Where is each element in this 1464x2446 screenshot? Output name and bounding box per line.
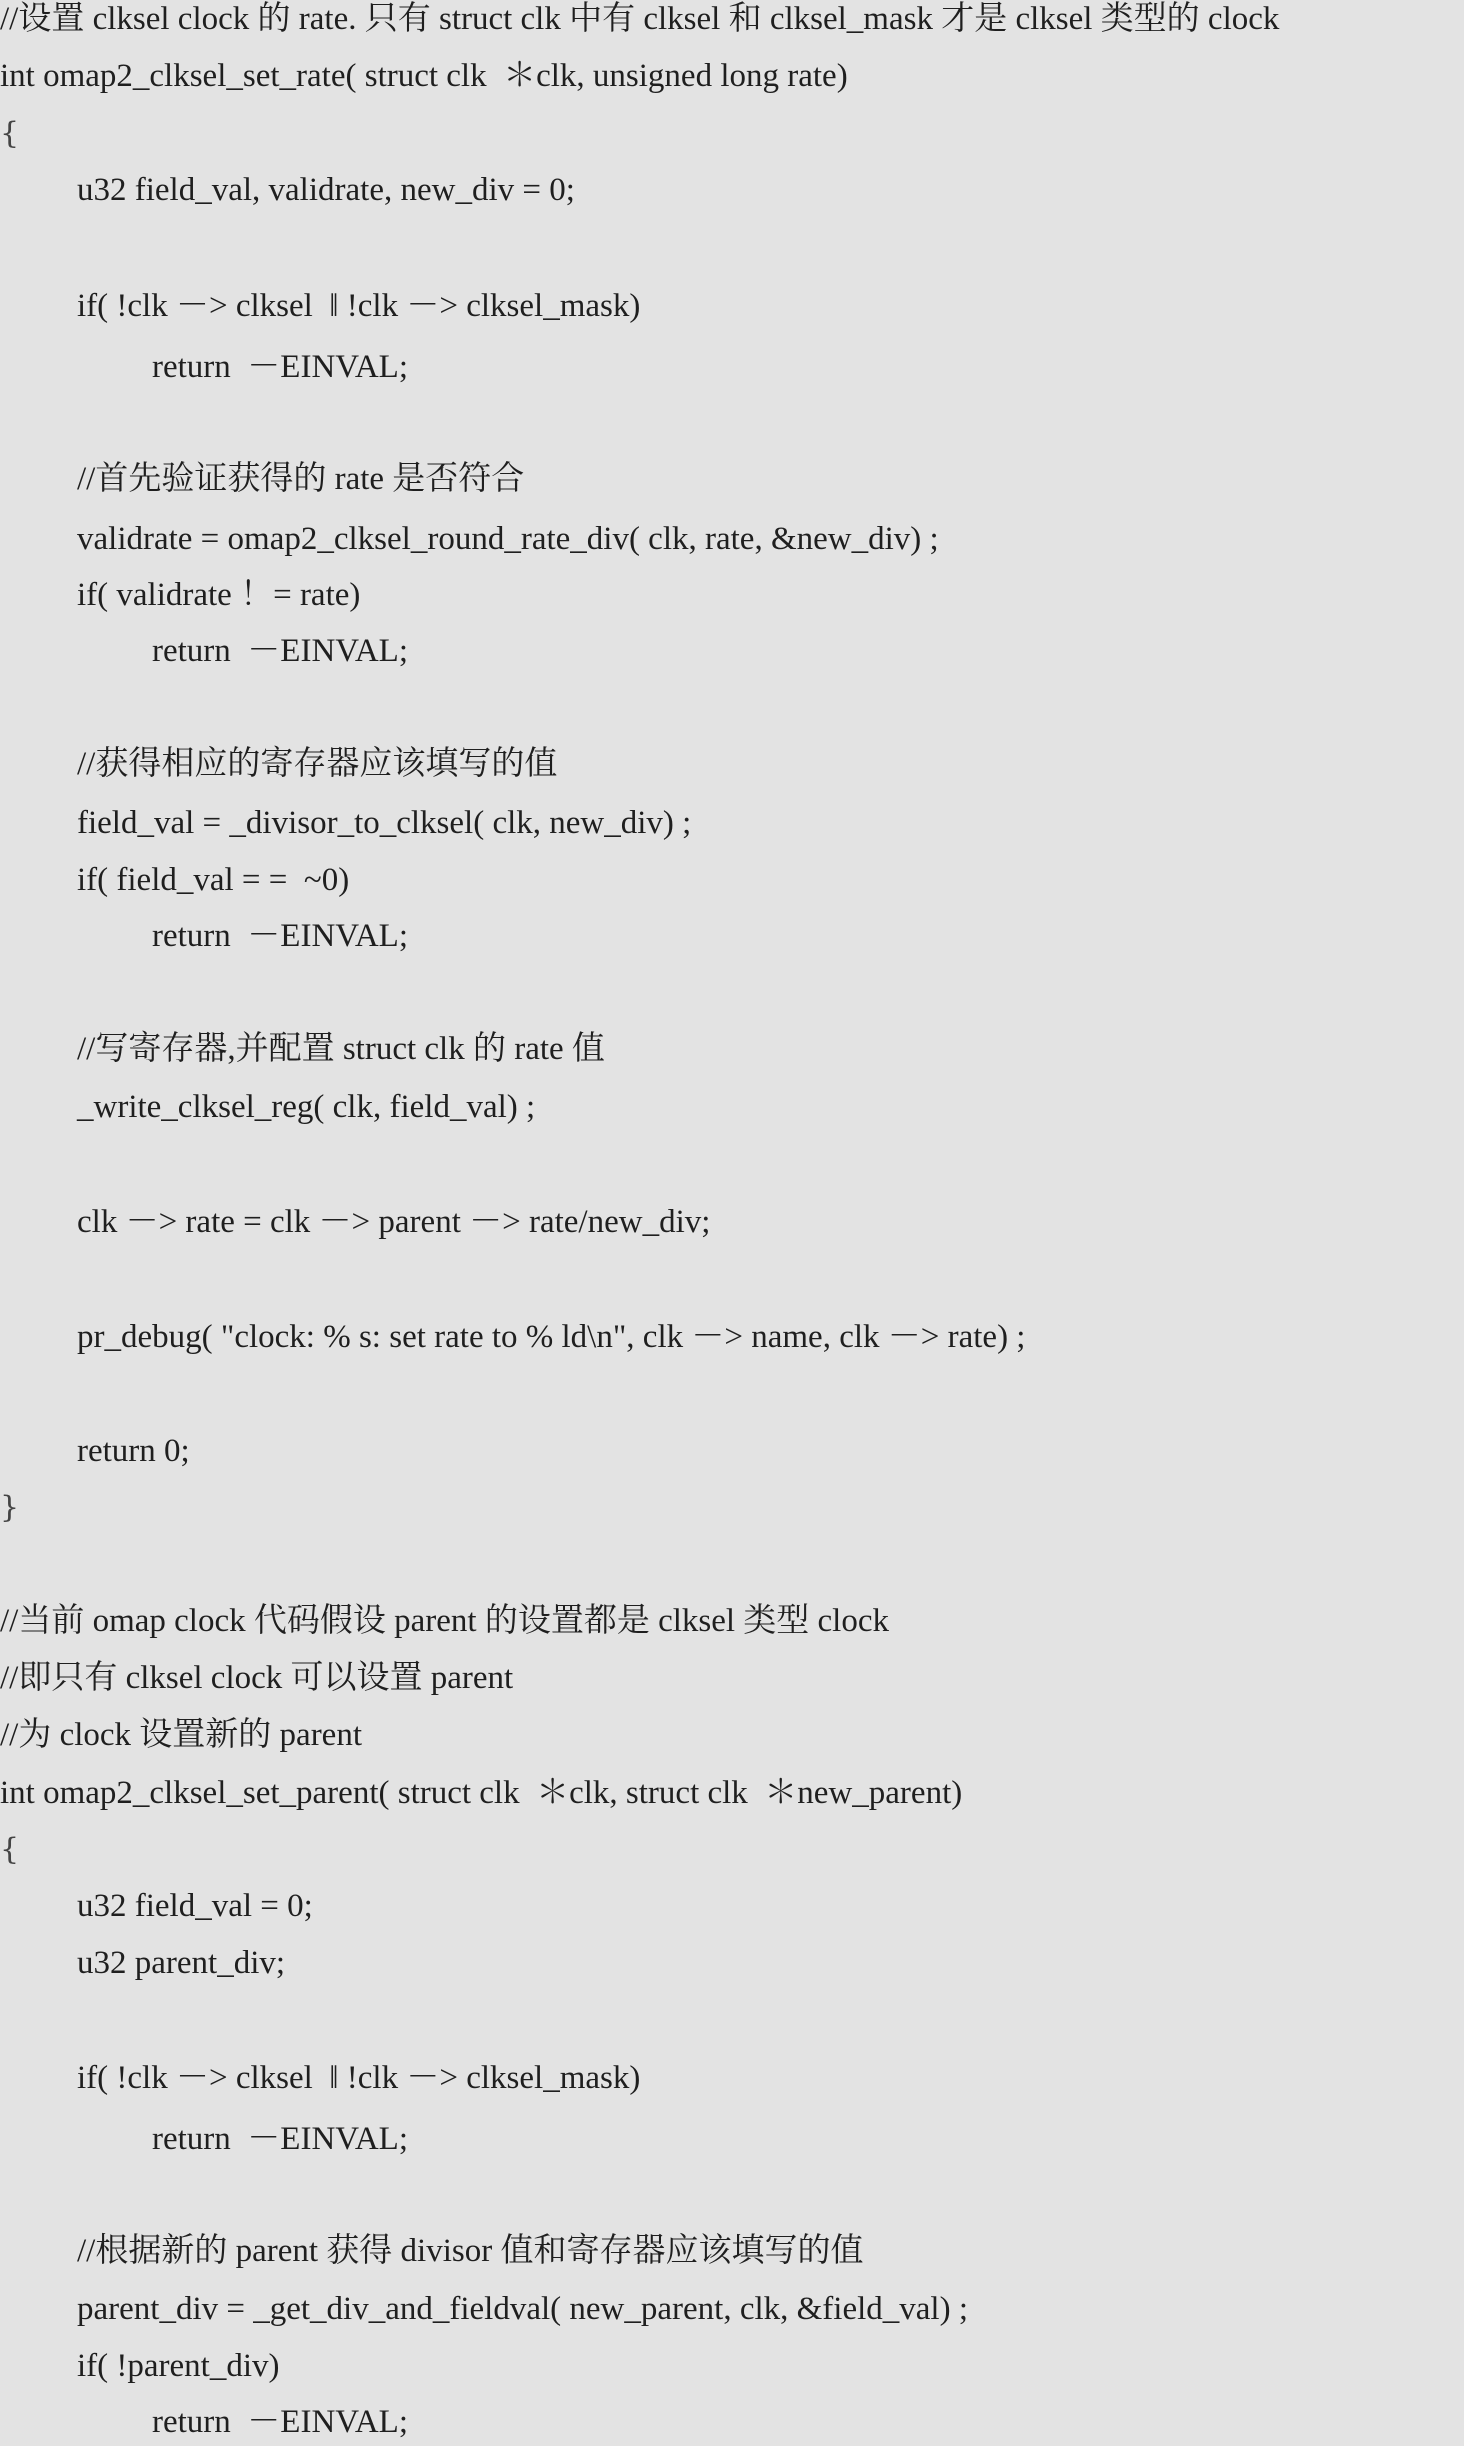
code-line: if( !parent_div): [77, 2348, 280, 2384]
code-comment: //当前 omap clock 代码假设 parent 的设置都是 clksel 类型 clock: [0, 1603, 890, 1639]
open-brace: {: [0, 116, 20, 151]
code-line: if( !clk －> clksel ‖ !clk －> clksel_mask): [77, 2060, 641, 2096]
code-line: validrate = omap2_clksel_round_rate_div( clk, rate, &new_div) ;: [77, 521, 939, 557]
open-brace: {: [0, 1832, 20, 1867]
function-signature: int omap2_clksel_set_parent( struct clk ＊clk, struct clk ＊new_parent): [0, 1775, 963, 1811]
code-line: return －EINVAL;: [152, 2404, 409, 2440]
code-line: if( validrate ！= rate): [77, 577, 361, 613]
code-comment: //即只有 clksel clock 可以设置 parent: [0, 1660, 514, 1696]
code-comment: //获得相应的寄存器应该填写的值: [77, 746, 558, 782]
code-comment: //设置 clksel clock 的 rate. 只有 struct clk 中有 clksel 和 clksel_mask 才是 clksel 类型的 clock: [0, 1, 1280, 37]
code-line: pr_debug( "clock: % s: set rate to % ld\n", clk －> name, clk －> rate) ;: [77, 1319, 1026, 1355]
code-line: u32 field_val, validrate, new_div = 0;: [77, 172, 575, 208]
code-line: clk －> rate = clk －> parent －> rate/new_div;: [77, 1204, 711, 1240]
code-line: u32 parent_div;: [77, 1945, 286, 1981]
code-line: field_val = _divisor_to_clksel( clk, new_div) ;: [77, 805, 692, 841]
code-comment: //写寄存器,并配置 struct clk 的 rate 值: [77, 1031, 605, 1067]
function-signature: int omap2_clksel_set_rate( struct clk ＊clk, unsigned long rate): [0, 58, 848, 94]
code-line: return －EINVAL;: [152, 349, 409, 385]
code-comment: //首先验证获得的 rate 是否符合: [77, 461, 525, 497]
code-line: if( !clk －> clksel ‖ !clk －> clksel_mask): [77, 288, 641, 324]
code-line: return －EINVAL;: [152, 918, 409, 954]
code-line: return 0;: [77, 1433, 190, 1469]
code-line: return －EINVAL;: [152, 633, 409, 669]
code-comment: //为 clock 设置新的 parent: [0, 1717, 363, 1753]
code-line: parent_div = _get_div_and_fieldval( new_parent, clk, &field_val) ;: [77, 2291, 968, 2327]
code-comment: //根据新的 parent 获得 divisor 值和寄存器应该填写的值: [77, 2233, 864, 2269]
close-brace: }: [0, 1490, 20, 1525]
code-line: _write_clksel_reg( clk, field_val) ;: [77, 1089, 536, 1125]
code-line: if( field_val = = ~0): [77, 862, 350, 898]
code-line: u32 field_val = 0;: [77, 1888, 313, 1924]
code-line: return －EINVAL;: [152, 2121, 409, 2157]
